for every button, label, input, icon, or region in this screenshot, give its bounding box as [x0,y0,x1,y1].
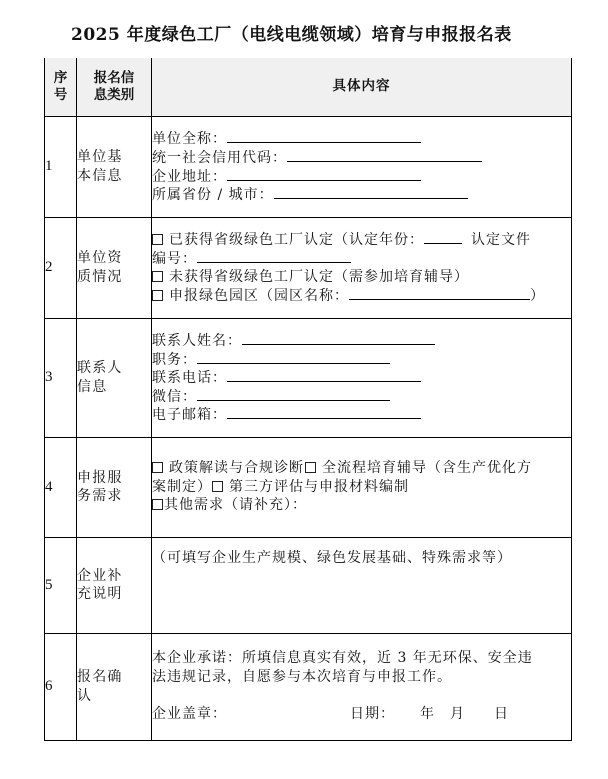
service-options-line [152,459,571,478]
category-line: 报名确 [77,669,123,685]
certified-checkbox[interactable] [152,234,163,245]
row-content [152,437,572,537]
category-line: 信息 [77,378,108,395]
category-line: 单位基 [77,149,123,165]
table-row [45,633,572,740]
doc-number-line [152,249,571,268]
contact-name-field[interactable] [242,331,435,345]
position-line [152,350,571,369]
other-option-line [152,496,571,515]
header-category-line: 报名信 [93,69,135,86]
row-number: 1 [45,116,77,217]
table-row [45,116,572,217]
row-number: 4 [45,437,77,537]
certified-option-line [152,230,571,249]
header-seq-line: 序 [53,69,68,86]
table-row [45,318,572,437]
company-name-label: 单位全称： [152,131,227,148]
doc-number-field[interactable] [197,249,351,263]
pledge-text: 本企业承诺：所填信息真实有效，近 3 年无环保、安全违 [152,650,533,667]
province-city-label: 所属省份 / 城市： [152,187,274,204]
category-line: 联系人 [77,360,123,376]
full-process-label: 全流程培育辅导（含生产优化方 [322,460,532,477]
full-process-checkbox[interactable] [305,462,316,473]
service-options-line [152,478,571,497]
row-category [77,217,152,318]
not-certified-option-line [152,268,571,287]
pledge-text: 法违规记录，自愿参与本次培育与申报工作。 [152,668,452,685]
signature-line [152,705,571,724]
not-certified-label: 未获得省级绿色工厂认定（需参加培育辅导） [169,268,469,285]
seal-label: 企业盖章： [152,706,227,723]
other-checkbox[interactable] [152,499,163,510]
category-line: 充说明 [77,586,123,602]
park-name-field[interactable] [349,286,530,300]
full-process-label-cont: 案制定） [152,478,212,495]
row-category [77,537,152,633]
province-city-field[interactable] [274,185,468,199]
registration-form-table [44,58,572,741]
row-number: 5 [45,537,77,633]
category-line: 务需求 [77,488,123,504]
row-content [152,116,572,217]
row-category [77,633,152,740]
position-label: 职务： [152,351,197,368]
row-number: 3 [45,318,77,437]
supplement-hint: （可填写企业生产规模、绿色发展基础、特殊需求等） [152,549,512,566]
phone-field[interactable] [227,368,421,382]
category-line: 单位资 [77,250,123,266]
third-party-checkbox[interactable] [212,481,223,492]
not-certified-checkbox[interactable] [152,271,163,282]
province-city-line [152,185,571,204]
year-unit: 年 [420,706,435,723]
row-category [77,437,152,537]
category-line: 企业补 [77,567,123,584]
header-seq-line: 号 [53,86,68,103]
credit-code-line [152,148,571,167]
row-number: 2 [45,217,77,318]
header-category-line: 息类别 [93,86,135,103]
email-field[interactable] [227,405,421,419]
address-line [152,167,571,186]
doc-number-label: 编号： [152,250,197,267]
green-park-label: 申报绿色园区（园区名称： [169,288,349,305]
row-content [152,633,572,740]
day-unit: 日 [494,706,509,723]
header-seq [45,58,77,116]
date-label: 日期： [350,706,395,723]
credit-code-field[interactable] [287,148,482,162]
address-label: 企业地址： [152,168,227,185]
row-content [152,217,572,318]
company-name-line [152,129,571,148]
other-label: 其他需求（请补充）： [164,497,307,514]
green-park-option-line [152,286,571,305]
wechat-line [152,387,571,406]
certified-label: 已获得省级绿色工厂认定（认定年份： [169,232,424,249]
company-name-field[interactable] [227,129,421,143]
table-row [45,537,572,633]
phone-line [152,368,571,387]
row-number: 6 [45,633,77,740]
policy-checkbox[interactable] [152,462,163,473]
table-row [45,217,572,318]
document-title: 2025 年度绿色工厂（电线电缆领域）培育与申报报名表 [71,25,512,45]
green-park-checkbox[interactable] [152,290,163,301]
row-category [77,318,152,437]
month-unit: 月 [450,706,465,723]
certified-year-field[interactable] [424,230,462,244]
category-line: 质情况 [77,268,123,285]
wechat-label: 微信： [152,388,197,405]
address-field[interactable] [227,167,421,181]
header-content [152,58,572,116]
credit-code-label: 统一社会信用代码： [152,149,287,166]
position-field[interactable] [197,350,390,364]
green-park-close-paren: ） [530,288,545,305]
third-party-label: 第三方评估与申报材料编制 [229,478,409,495]
header-content-label: 具体内容 [332,78,391,95]
header-category [77,58,152,116]
category-line: 认 [77,687,93,704]
email-line [152,405,571,424]
header-row [45,58,572,116]
policy-label: 政策解读与合规诊断 [169,460,304,477]
contact-name-label: 联系人姓名： [152,333,242,350]
certified-doc-label: 认定文件 [471,232,531,249]
category-line: 本信息 [77,167,123,184]
row-category [77,116,152,217]
supplement-field[interactable] [152,537,572,633]
contact-name-line [152,331,571,350]
row-content [152,318,572,437]
category-line: 申报服 [77,469,123,486]
email-label: 电子邮箱： [152,407,227,424]
phone-label: 联系电话： [152,370,227,387]
wechat-field[interactable] [197,387,390,401]
table-row [45,437,572,537]
